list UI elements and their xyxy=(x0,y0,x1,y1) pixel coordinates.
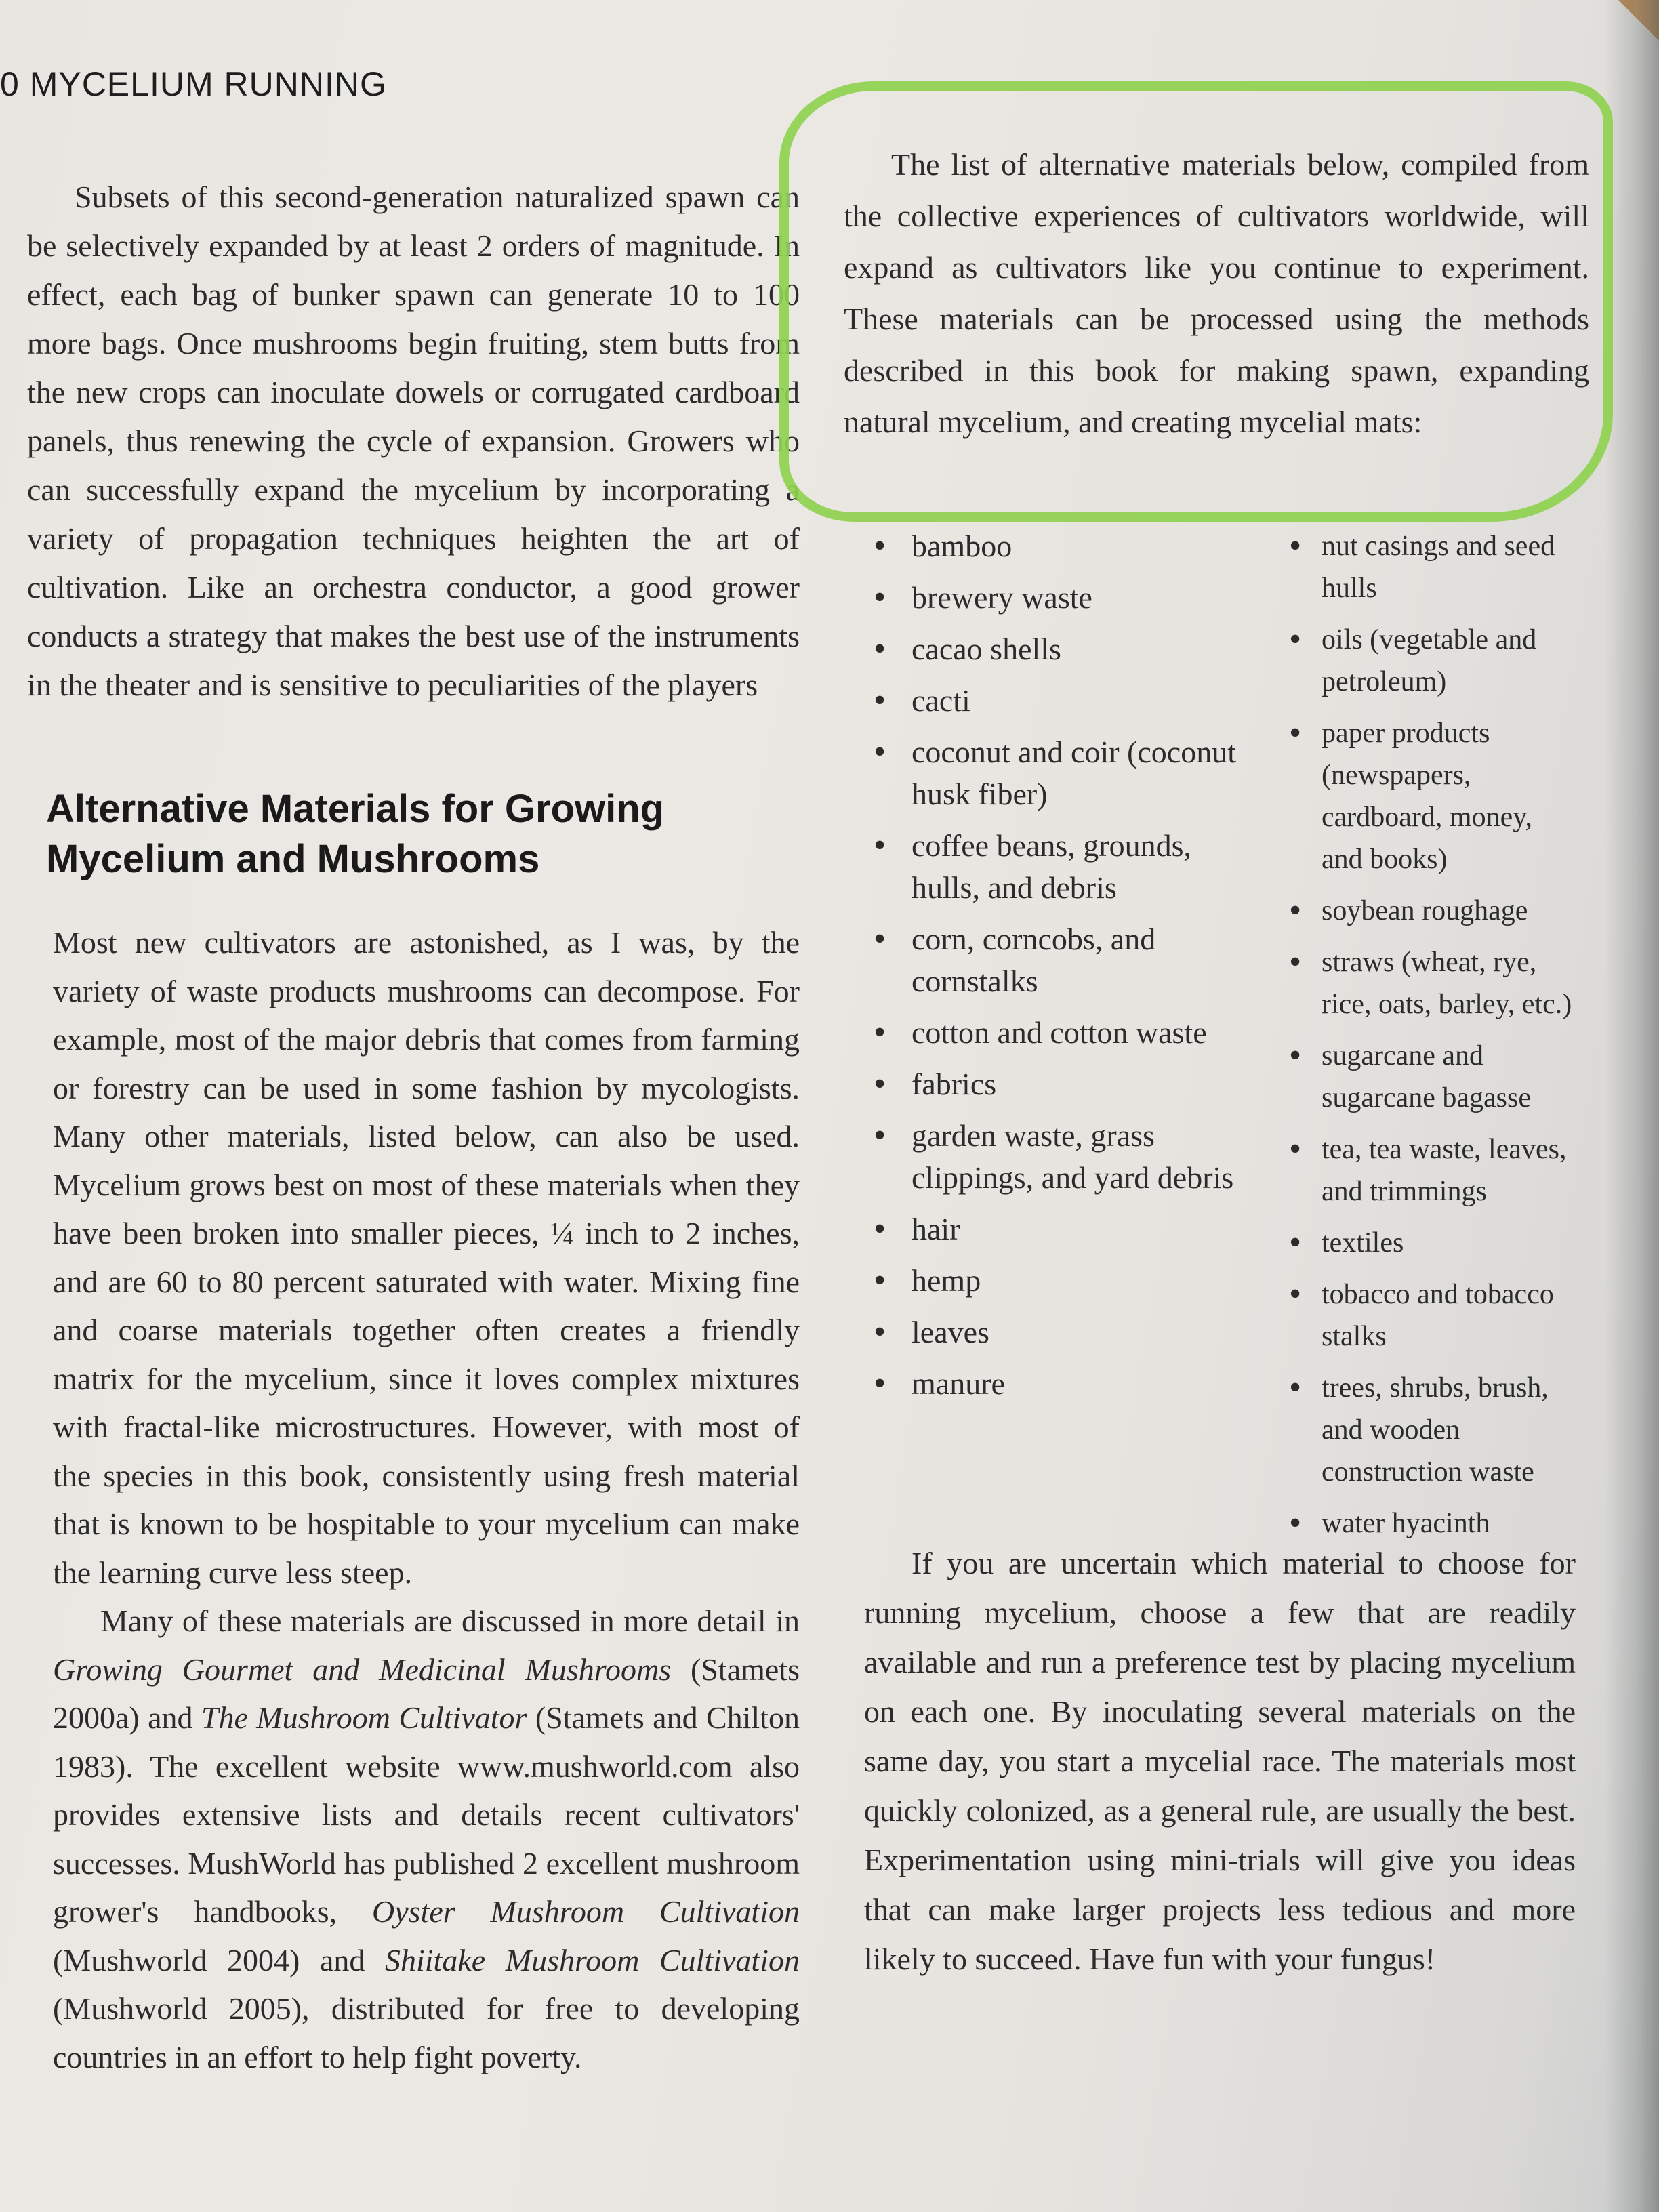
list-item: • garden waste, grass clippings, and yard debris xyxy=(871,1115,1237,1199)
section-heading: Alternative Materials for Growing Mycelium and Mushrooms xyxy=(46,787,665,881)
running-head: 0 MYCELIUM RUNNING xyxy=(0,65,387,103)
closing-paragraph: If you are uncertain which material to choose for running mycelium, choose a few that are readily available and run a preference test by placing mycelium on each one. By inoculating several materials on the same day, you start a mycelial race. The materials most quickly colonized, as a general rule, are usually the best. Experimentation using mini-trials will give you ideas that can make larger projects less tedious and more likely to succeed. Have fun with your fungus! xyxy=(864,1546,1576,1976)
closing-section xyxy=(864,1538,1576,1984)
list-item: • nut casings and seed hulls xyxy=(1294,525,1579,609)
highlighted-passage xyxy=(844,139,1589,448)
list-item: • soybean roughage xyxy=(1294,890,1579,932)
paragraph-2-text-e: (Mushworld 2005), distributed for free to developing countries in an effort to help fight poverty. xyxy=(53,1991,800,2074)
list-item: • tobacco and tobacco stalks xyxy=(1294,1273,1579,1357)
list-item: • cacti xyxy=(871,680,1237,722)
body-paragraph-2 xyxy=(53,1597,800,2081)
list-item: • straws (wheat, rye, rice, oats, barley, etc.) xyxy=(1294,941,1579,1025)
book-title-mushroom-cultivator: The Mushroom Cultivator xyxy=(201,1700,527,1735)
right-column xyxy=(844,139,1589,448)
list-item: • cacao shells xyxy=(871,628,1237,670)
book-title-shiitake: Shiitake Mushroom Cultivation xyxy=(384,1942,800,1978)
materials-list-left xyxy=(871,525,1237,1414)
list-item: • trees, shrubs, brush, and wooden construction waste xyxy=(1294,1367,1579,1493)
section-body xyxy=(53,918,800,2081)
list-item: • hemp xyxy=(871,1260,1237,1302)
materials-list-right xyxy=(1294,525,1579,1554)
list-item: • paper products (newspapers, cardboard, money, and books) xyxy=(1294,712,1579,880)
left-column xyxy=(27,173,800,2081)
list-item: • tea, tea waste, leaves, and trimmings xyxy=(1294,1128,1579,1212)
list-item: • hair xyxy=(871,1208,1237,1250)
list-item: • coconut and coir (coconut husk fiber) xyxy=(871,731,1237,815)
paragraph-2-text-d: (Mushworld 2004) and xyxy=(53,1942,385,1978)
highlighted-paragraph: The list of alternative materials below, compiled from the collective experiences of cultivators worldwide, will expand as cultivators like you continue to experiment. These materials can be processed using the methods described in this book for making spawn, expanding natural mycelium, and creating mycelial mats: xyxy=(844,147,1589,439)
list-item: • cotton and cotton waste xyxy=(871,1012,1237,1054)
list-item: • sugarcane and sugarcane bagasse xyxy=(1294,1035,1579,1119)
paragraph-2-text-c: (Stamets and Chilton 1983). The excellent website www.mushworld.com also provides extensive lists and details recent cultivators' successes. MushWorld has published 2 excellent mushroom grower's handbooks, xyxy=(53,1700,800,1929)
paragraph-2-text-b: (Stamets 2000a) and xyxy=(53,1652,800,1735)
book-title-growing-gourmet: Growing Gourmet and Medicinal Mushrooms xyxy=(53,1652,672,1687)
list-item: • water hyacinth xyxy=(1294,1502,1579,1544)
list-item: • fabrics xyxy=(871,1063,1237,1105)
list-item: • coffee beans, grounds, hulls, and debris xyxy=(871,825,1237,909)
list-item: • brewery waste xyxy=(871,577,1237,619)
page-binding-shadow xyxy=(1605,0,1659,2212)
materials-lists xyxy=(871,525,1582,1539)
list-item: • textiles xyxy=(1294,1222,1579,1264)
body-paragraph-1: Most new cultivators are astonished, as I was, by the variety of waste products mushrooms can decompose. For example, most of the major debris that comes from farming or forestry can be used in some fashion by mycologists. Many other materials, listed below, can also be used. Mycelium grows best on most of these materials when they have been broken into smaller pieces, ¼ inch to 2 inches, and are 60 to 80 percent saturated with water. Mixing fine and coarse materials together often creates a friendly matrix for the mycelium, since it loves complex mixtures with fractal-like microstructures. However, with most of the species in this book, consistently using fresh material that is known to be hospitable to your mycelium can make the learning curve less steep. xyxy=(53,925,800,1590)
list-item: • leaves xyxy=(871,1311,1237,1353)
list-item: • bamboo xyxy=(871,525,1237,567)
list-item: • oils (vegetable and petroleum) xyxy=(1294,619,1579,703)
list-item: • corn, corncobs, and cornstalks xyxy=(871,918,1237,1002)
paragraph-2-text-a: Many of these materials are discussed in more detail in xyxy=(100,1603,800,1638)
book-title-oyster: Oyster Mushroom Cultivation xyxy=(372,1894,800,1929)
list-item: • manure xyxy=(871,1363,1237,1405)
opening-paragraph: Subsets of this second-generation naturalized spawn can be selectively expanded by at least 2 orders of magnitude. In effect, each bag of bunker spawn can generate 10 to 100 more bags. Once mushrooms begin fruiting, stem butts from the new crops can inoculate dowels or corrugated cardboard panels, thus renewing the cycle of expansion. Growers who can successfully expand the mycelium by incorporating a variety of propagation techniques heighten the art of cultivation. Like an orchestra conductor, a good grower conducts a strategy that makes the best use of the instruments in the theater and is sensitive to peculiarities of the players xyxy=(27,180,800,702)
